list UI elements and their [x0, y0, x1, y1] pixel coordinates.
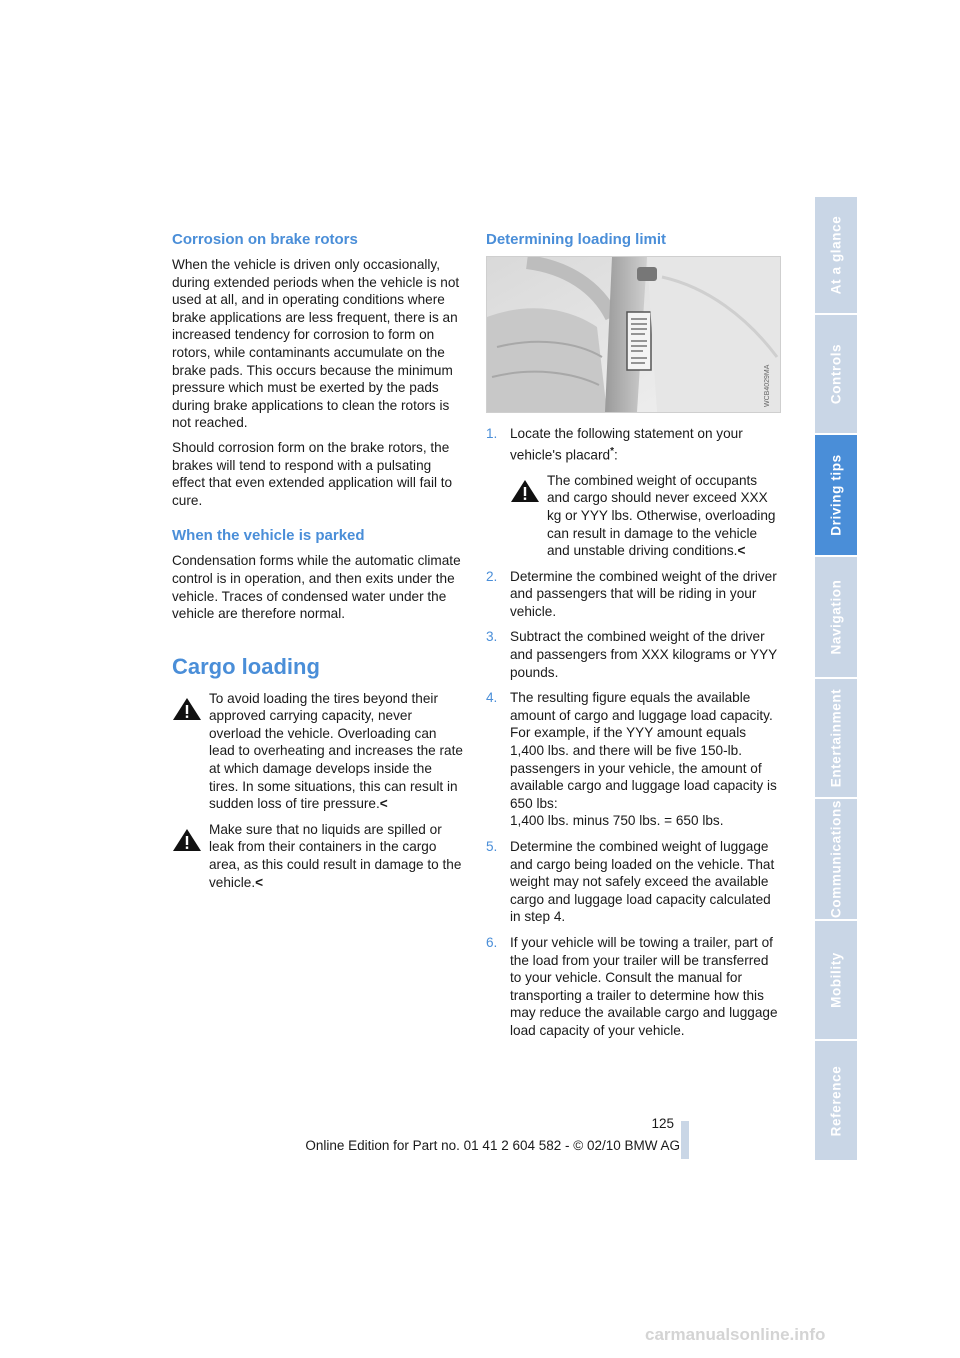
- placard-photo: [486, 256, 781, 413]
- step-item: 6. If your vehicle will be towing a trailer, part of the load from your trailer will be transferred to your vehicle. Consult the manual for transporting a trailer to determine how this may reduce the available cargo and luggage load capacity of your vehicle.: [486, 934, 778, 1038]
- step-item: 3. Subtract the combined weight of the driver and passengers from XXX kilograms or YYY pounds.: [486, 629, 777, 680]
- placard-warning: [510, 472, 782, 560]
- left-column: [172, 230, 464, 899]
- placard-warning-text: The combined weight of occupants and cargo should never exceed XXX kg or YYY lbs. Otherwise, overloading can result in damage to the vehicle and unstable driving conditions.: [547, 472, 776, 559]
- tab-at-a-glance[interactable]: At a glance: [815, 197, 857, 313]
- edition-footer: Online Edition for Part no. 01 41 2 604 582 - © 02/10 BMW AG: [305, 1138, 680, 1153]
- tab-navigation[interactable]: Navigation: [815, 557, 857, 677]
- warning-text-1: To avoid loading the tires beyond their approved carrying capacity, never overload the vehicle. Overloading can lead to overheating and increases the rate at which damage develops inside the tires. In some situations, this can result in sudden loss of tire pressure.: [209, 690, 463, 812]
- corrosion-heading: Corrosion on brake rotors: [172, 231, 358, 248]
- end-mark: <: [255, 874, 264, 890]
- site-watermark: carmanualsonline.info: [645, 1325, 826, 1344]
- corrosion-paragraph-1: When the vehicle is driven only occasionally, during extended periods when the vehicle is not used at all, and in operating conditions where brake applications are less frequent, there is an increased tendency for corrosion to form on rotors, while contaminants accumulate on the brake pads. This occurs because the minimum pressure which must be exerted by the pads during brake applications to clean the rotors is not reached.: [172, 257, 460, 431]
- warning-text-2: Make sure that no liquids are spilled or leak from their containers in the cargo area, as this could result in damage to the vehicle.: [209, 821, 462, 890]
- chapter-tabs: [815, 197, 857, 1160]
- warning-icon: [172, 696, 202, 721]
- end-mark: <: [737, 543, 746, 559]
- car-door-pillar-illustration: [487, 257, 780, 412]
- warning-icon: [510, 478, 540, 503]
- warning-block-1: [172, 690, 464, 813]
- tab-controls[interactable]: Controls: [815, 315, 857, 433]
- warning-icon: [172, 827, 202, 852]
- tab-mobility[interactable]: Mobility: [815, 921, 857, 1039]
- page-number: 125: [651, 1116, 674, 1131]
- tab-driving-tips[interactable]: Driving tips: [815, 435, 857, 555]
- tab-reference[interactable]: Reference: [815, 1041, 857, 1160]
- parked-heading: When the vehicle is parked: [172, 527, 365, 545]
- page-number-bar: [681, 1121, 689, 1159]
- step-item: 5. Determine the combined weight of luggage and cargo being loaded on the vehicle. That weight may not safely exceed the available cargo and luggage load capacity calculated in step 4.: [486, 839, 775, 925]
- parked-paragraph: Condensation forms while the automatic climate control is in operation, and then exits under the vehicle. Traces of condensed water under the vehicle are therefore normal.: [172, 553, 461, 622]
- step-item: 4. The resulting figure equals the available amount of cargo and luggage load capacity. For example, if the YYY amount equals 1,400 lbs. and there will be five 150-lb. passengers in your vehicle, the amount of available cargo and luggage load capacity is 650 lbs: 1,400 lbs. minus 750 lbs. = 650 lbs.: [486, 690, 777, 829]
- step-item: 2. Determine the combined weight of the driver and passengers that will be riding in your vehicle.: [486, 568, 777, 619]
- right-column: [486, 230, 782, 1048]
- corrosion-paragraph-2: Should corrosion form on the brake rotors, the brakes will tend to respond with a pulsating effect that even extended application will fail to cure.: [172, 439, 453, 508]
- loading-limit-heading: Determining loading limit: [486, 231, 667, 248]
- cargo-loading-heading: Cargo loading: [172, 653, 320, 679]
- end-mark: <: [379, 796, 388, 812]
- warning-block-2: [172, 821, 464, 891]
- tab-entertainment[interactable]: Entertainment: [815, 679, 857, 797]
- steps-list: [486, 425, 782, 1040]
- step-item: 1. Locate the following statement on your vehicle's placard*: The combined weight of occupants and cargo should never exceed XXX kg or YYY lbs. Otherwise, overloading can result in damage to the vehicle and unstable driving conditions.<: [486, 425, 782, 560]
- tab-communications[interactable]: Communications: [815, 799, 857, 919]
- photo-code: WCB4029MA: [764, 364, 771, 407]
